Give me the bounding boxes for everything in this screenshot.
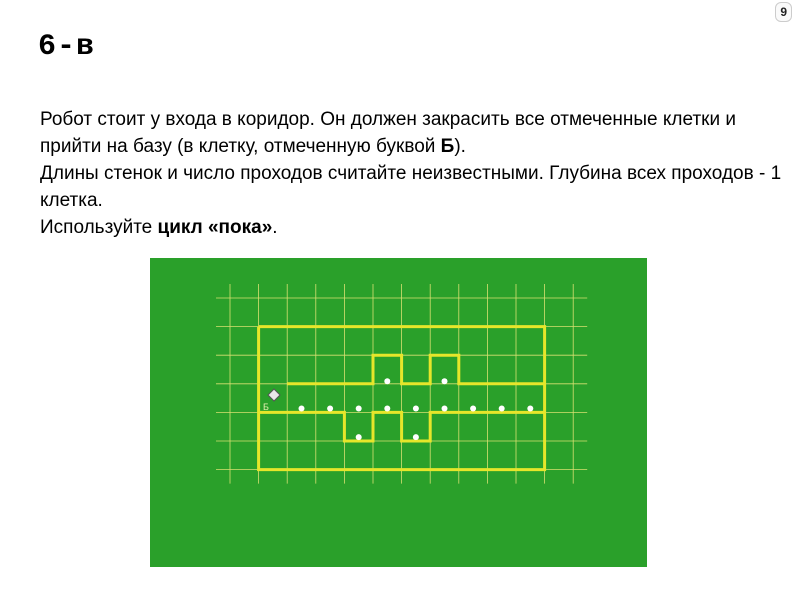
marked-cell-dot <box>299 405 305 411</box>
marked-cell-dot <box>413 405 419 411</box>
task-line-3 <box>40 214 785 241</box>
marked-cell-dot <box>356 405 362 411</box>
marked-cell-dot <box>413 434 419 440</box>
robot-field <box>150 258 647 567</box>
task-line-3-bold: цикл «пока» <box>157 217 273 238</box>
marked-cell-dot <box>527 405 533 411</box>
marked-cell-dot <box>384 405 390 411</box>
task-line-3-end: . <box>272 217 278 238</box>
task-line-1-text: Робот стоит у входа в коридор. Он должен закрасить все отмеченные клетки и прийти на базу (в клетку, отмеченную буквой <box>40 109 736 157</box>
task-line-1 <box>40 106 785 160</box>
task-line-2: Длины стенок и число проходов считайте неизвестными. Глубина всех проходов - 1 клетка. <box>40 163 782 211</box>
page-title: 6-в <box>38 30 96 64</box>
page-number: 9 <box>775 2 792 22</box>
marked-cell-dot <box>356 434 362 440</box>
task-line-3-text: Используйте <box>40 217 158 238</box>
marked-cell-dot <box>470 405 476 411</box>
task-line-1-bold: Б <box>440 136 455 157</box>
robot-field-svg <box>150 258 647 567</box>
marked-cell-dot <box>327 405 333 411</box>
task-line-1-end: ). <box>454 136 466 157</box>
marked-cell-dot <box>442 405 448 411</box>
marked-cell-dot <box>442 378 448 384</box>
task-text <box>40 106 785 241</box>
marked-cell-dot <box>384 378 390 384</box>
base-label: Б <box>263 402 269 412</box>
marked-cell-dot <box>499 405 505 411</box>
